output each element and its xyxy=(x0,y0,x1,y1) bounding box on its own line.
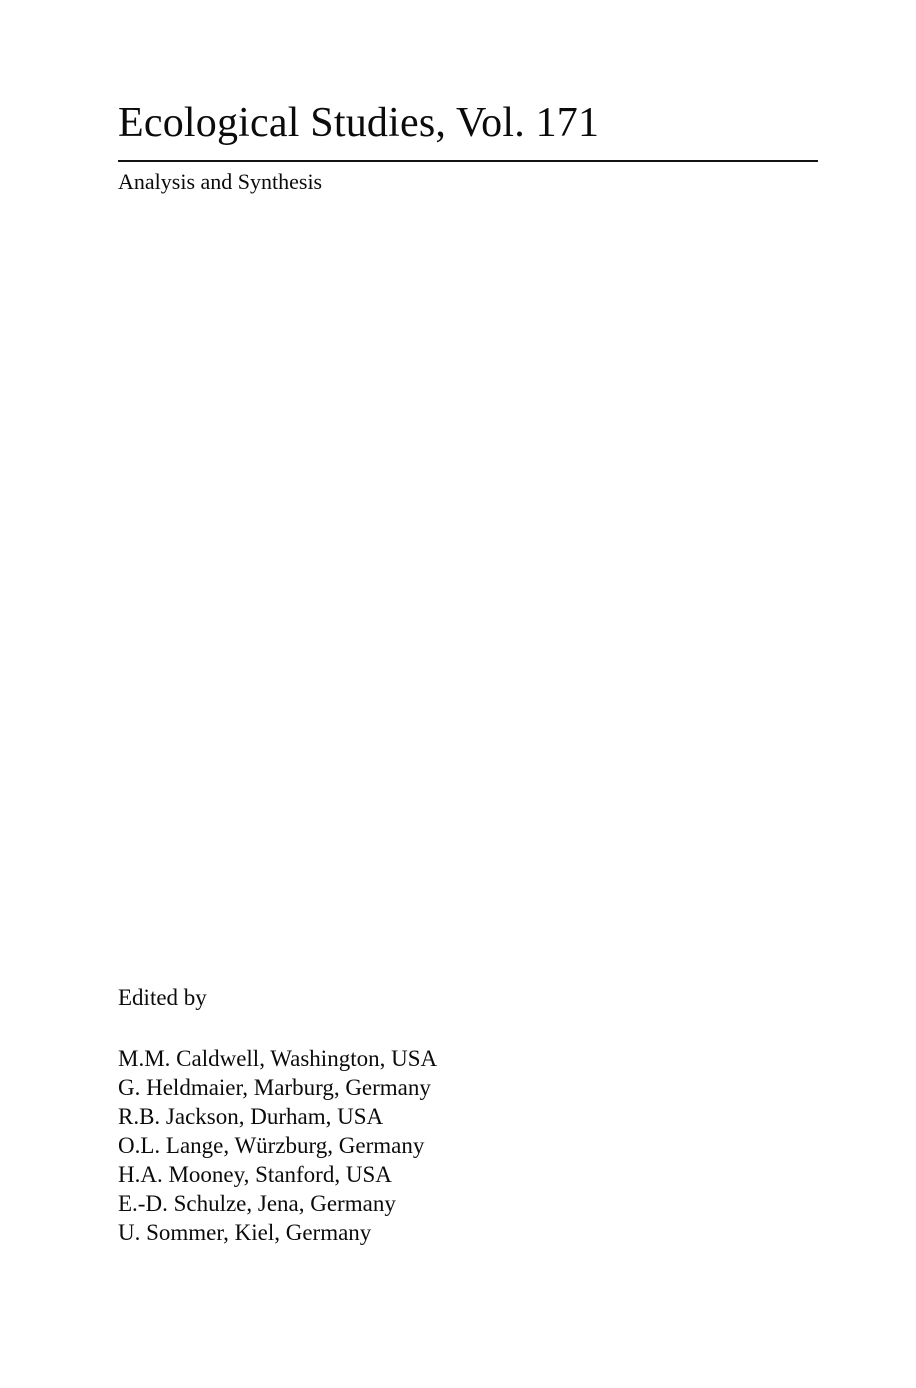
editor-item: R.B. Jackson, Durham, USA xyxy=(118,1103,384,1129)
editor-item: E.-D. Schulze, Jena, Germany xyxy=(118,1190,396,1216)
editors-list xyxy=(118,1044,618,1247)
editor-item: G. Heldmaier, Marburg, Germany xyxy=(118,1074,431,1100)
series-header xyxy=(118,100,818,196)
editors-block xyxy=(118,984,618,1247)
editor-item: H.A. Mooney, Stanford, USA xyxy=(118,1161,392,1187)
editor-item: M.M. Caldwell, Washington, USA xyxy=(118,1045,438,1071)
editor-item: U. Sommer, Kiel, Germany xyxy=(118,1219,372,1245)
edited-by-label: Edited by xyxy=(118,985,207,1010)
title-rule xyxy=(118,160,818,162)
series-title: Ecological Studies, Vol. 171 xyxy=(118,100,600,146)
series-subtitle: Analysis and Synthesis xyxy=(118,169,323,195)
editor-item: O.L. Lange, Würzburg, Germany xyxy=(118,1132,425,1158)
